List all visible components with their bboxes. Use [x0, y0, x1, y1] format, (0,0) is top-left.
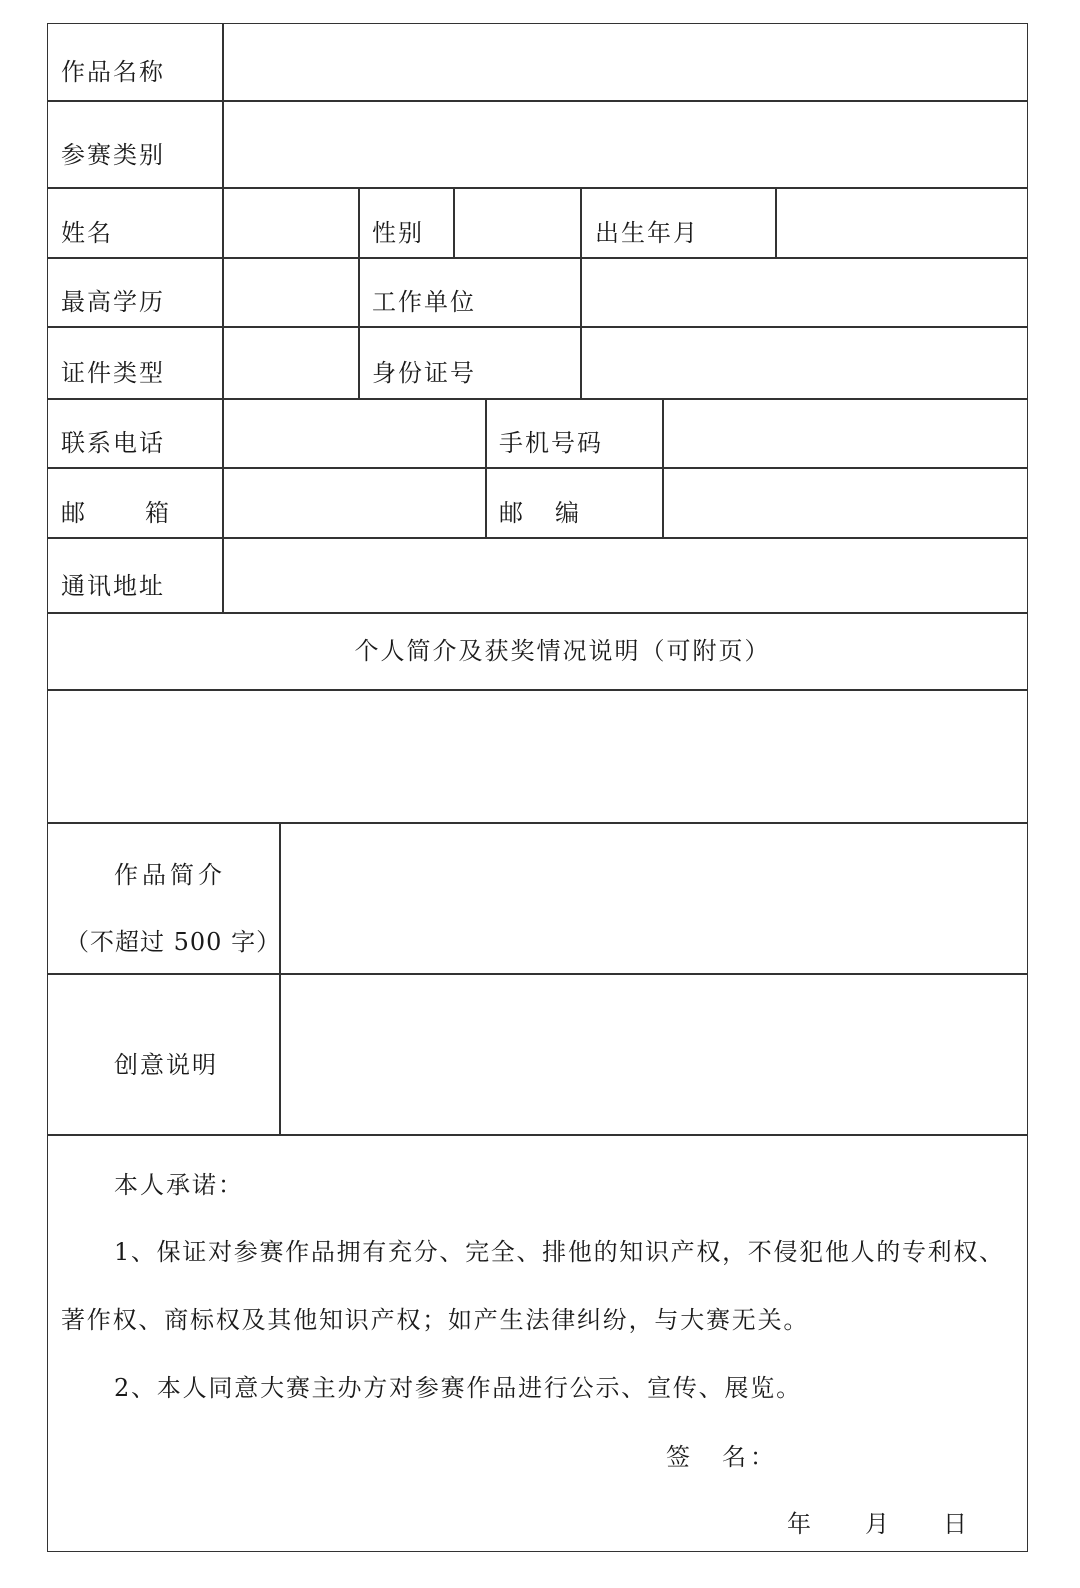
birth-label: 出生年月: [595, 219, 699, 247]
row-divider: [47, 100, 1028, 102]
postcode-label: 邮 编: [499, 499, 583, 527]
mobile-label: 手机号码: [499, 429, 603, 457]
address-label: 通讯地址: [61, 572, 165, 600]
col-divider: [662, 398, 664, 538]
work-name-label: 作品名称: [61, 58, 165, 86]
row-divider: [47, 689, 1028, 691]
row-divider: [47, 467, 1028, 469]
category-label: 参赛类别: [61, 141, 165, 169]
col-divider: [485, 398, 487, 538]
col-divider: [453, 187, 455, 258]
col-divider: [580, 187, 582, 399]
phone-label: 联系电话: [61, 429, 165, 457]
gender-label: 性别: [372, 219, 424, 247]
work-intro-label: 作品简介: [114, 861, 226, 889]
row-divider: [47, 257, 1028, 259]
id-number-label: 身份证号: [372, 359, 476, 387]
bio-header: [47, 612, 1028, 689]
col-divider: [222, 23, 224, 613]
name-label: 姓名: [61, 219, 113, 247]
row-divider: [47, 537, 1028, 539]
pledge-item-2: 2、本人同意大赛主办方对参赛作品进行公示、宣传、展览。: [114, 1374, 802, 1402]
id-type-label: 证件类型: [61, 359, 165, 387]
pledge-item-1-line-1: 1、保证对参赛作品拥有充分、完全、排他的知识产权，不侵犯他人的专利权、: [114, 1238, 1005, 1266]
pledge-title: 本人承诺：: [114, 1171, 244, 1199]
row-divider: [47, 187, 1028, 189]
col-divider: [358, 187, 360, 399]
signature-label: 签 名：: [666, 1443, 778, 1471]
work-intro-limit: （不超过 500 字）: [65, 928, 282, 956]
work-intro-label-cell: [47, 822, 282, 973]
employer-label: 工作单位: [372, 288, 476, 316]
education-label: 最高学历: [61, 288, 165, 316]
bio-header-text: 个人简介及获奖情况说明（可附页）: [354, 636, 771, 665]
row-divider: [47, 1134, 1028, 1136]
email-label: 邮 箱: [61, 499, 173, 527]
col-divider: [279, 822, 281, 1135]
creative-label: 创意说明: [114, 1051, 218, 1079]
col-divider: [775, 187, 777, 258]
creative-label-cell: [47, 973, 279, 1134]
date-label: 年 月 日: [787, 1510, 969, 1538]
pledge-item-1-line-2: 著作权、商标权及其他知识产权；如产生法律纠纷，与大赛无关。: [61, 1306, 810, 1334]
row-divider: [47, 398, 1028, 400]
row-divider: [47, 326, 1028, 328]
